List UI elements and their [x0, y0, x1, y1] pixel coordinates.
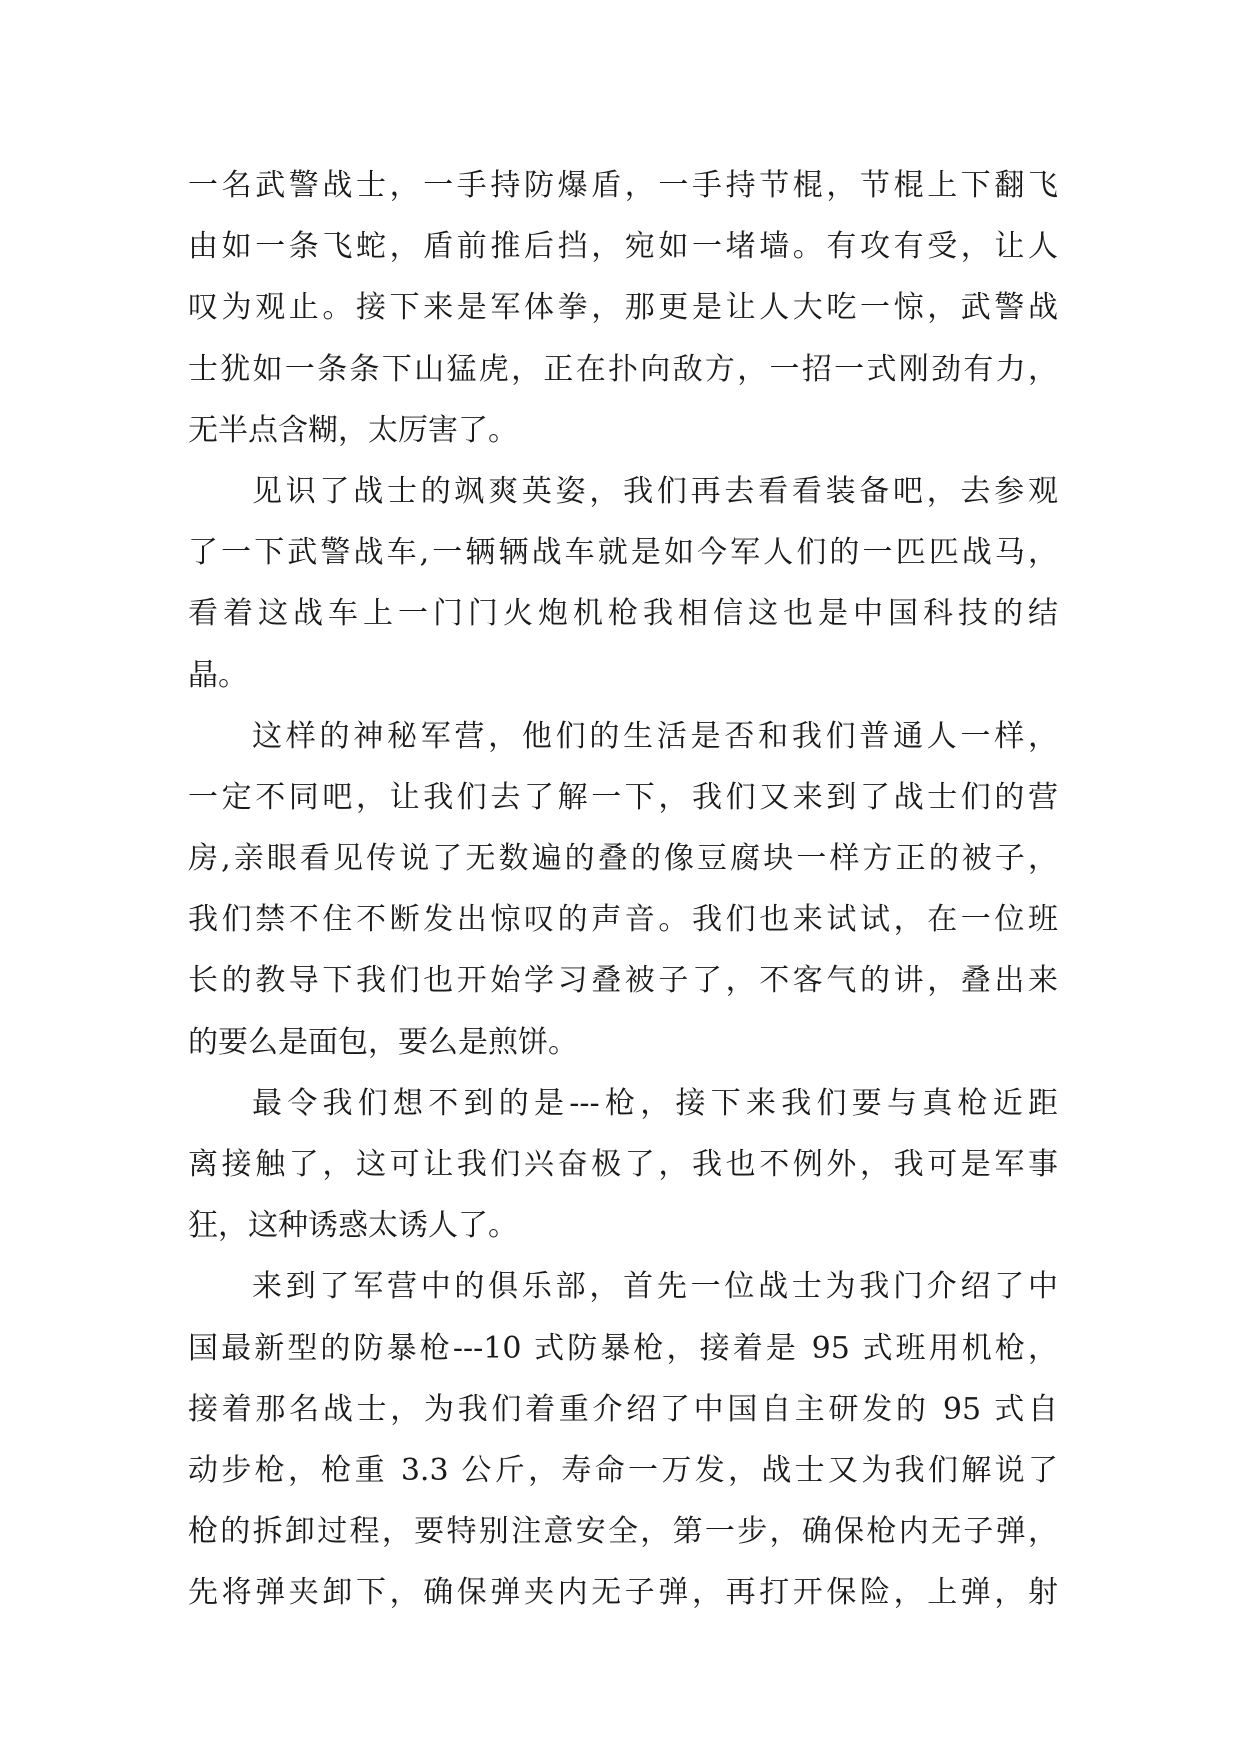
text-line: 士犹如一条条下山猛虎，正在扑向敌方，一招一式刚劲有力， [188, 351, 1058, 387]
paragraph-first-line: 最令我们想不到的是---枪，接下来我们要与真枪近距 [252, 1085, 1058, 1121]
paragraph-first-line: 这样的神秘军营，他们的生活是否和我们普通人一样， [252, 718, 1058, 754]
paragraph-first-line: 来到了军营中的俱乐部，首先一位战士为我门介绍了中 [252, 1269, 1058, 1305]
text-line: 狂，这种诱惑太诱人了。 [188, 1208, 518, 1244]
text-line: 无半点含糊，太厉害了。 [188, 412, 518, 448]
text-line: 房,亲眼看见传说了无数遍的叠的像豆腐块一样方正的被子， [188, 841, 1058, 877]
text-line: 看着这战车上一门门火炮机枪我相信这也是中国科技的结 [188, 596, 1058, 632]
text-line: 晶。 [188, 657, 248, 693]
text-line: 由如一条飞蛇，盾前推后挡，宛如一堵墙。有攻有受，让人 [188, 229, 1058, 265]
text-line: 一名武警战士，一手持防爆盾，一手持节棍，节棍上下翻飞 [188, 168, 1058, 203]
text-line: 接着那名战士，为我们着重介绍了中国自主研发的 95 式自 [188, 1391, 1058, 1427]
text-line: 一定不同吧，让我们去了解一下，我们又来到了战士们的营 [188, 779, 1058, 815]
text-line: 长的教导下我们也开始学习叠被子了，不客气的讲，叠出来 [188, 963, 1058, 999]
text-line: 我们禁不住不断发出惊叹的声音。我们也来试试，在一位班 [188, 902, 1058, 938]
text-line: 动步枪，枪重 3.3 公斤，寿命一万发，战士又为我们解说了 [188, 1452, 1058, 1488]
text-line: 的要么是面包，要么是煎饼。 [188, 1024, 578, 1060]
body-text [188, 155, 1058, 1624]
paragraph-first-line: 见识了战士的飒爽英姿，我们再去看看装备吧，去参观 [252, 473, 1058, 509]
text-line: 叹为观止。接下来是军体拳，那更是让人大吃一惊，武警战 [188, 290, 1058, 326]
text-line: 国最新型的防暴枪---10 式防暴枪，接着是 95 式班用机枪， [188, 1330, 1058, 1366]
text-line: 了一下武警战车,一辆辆战车就是如今军人们的一匹匹战马， [188, 535, 1058, 571]
text-line: 枪的拆卸过程，要特别注意安全，第一步，确保枪内无子弹， [188, 1514, 1058, 1550]
text-line: 离接触了，这可让我们兴奋极了，我也不例外，我可是军事 [188, 1147, 1058, 1182]
text-line: 先将弹夹卸下，确保弹夹内无子弹，再打开保险，上弹，射 [188, 1575, 1058, 1611]
